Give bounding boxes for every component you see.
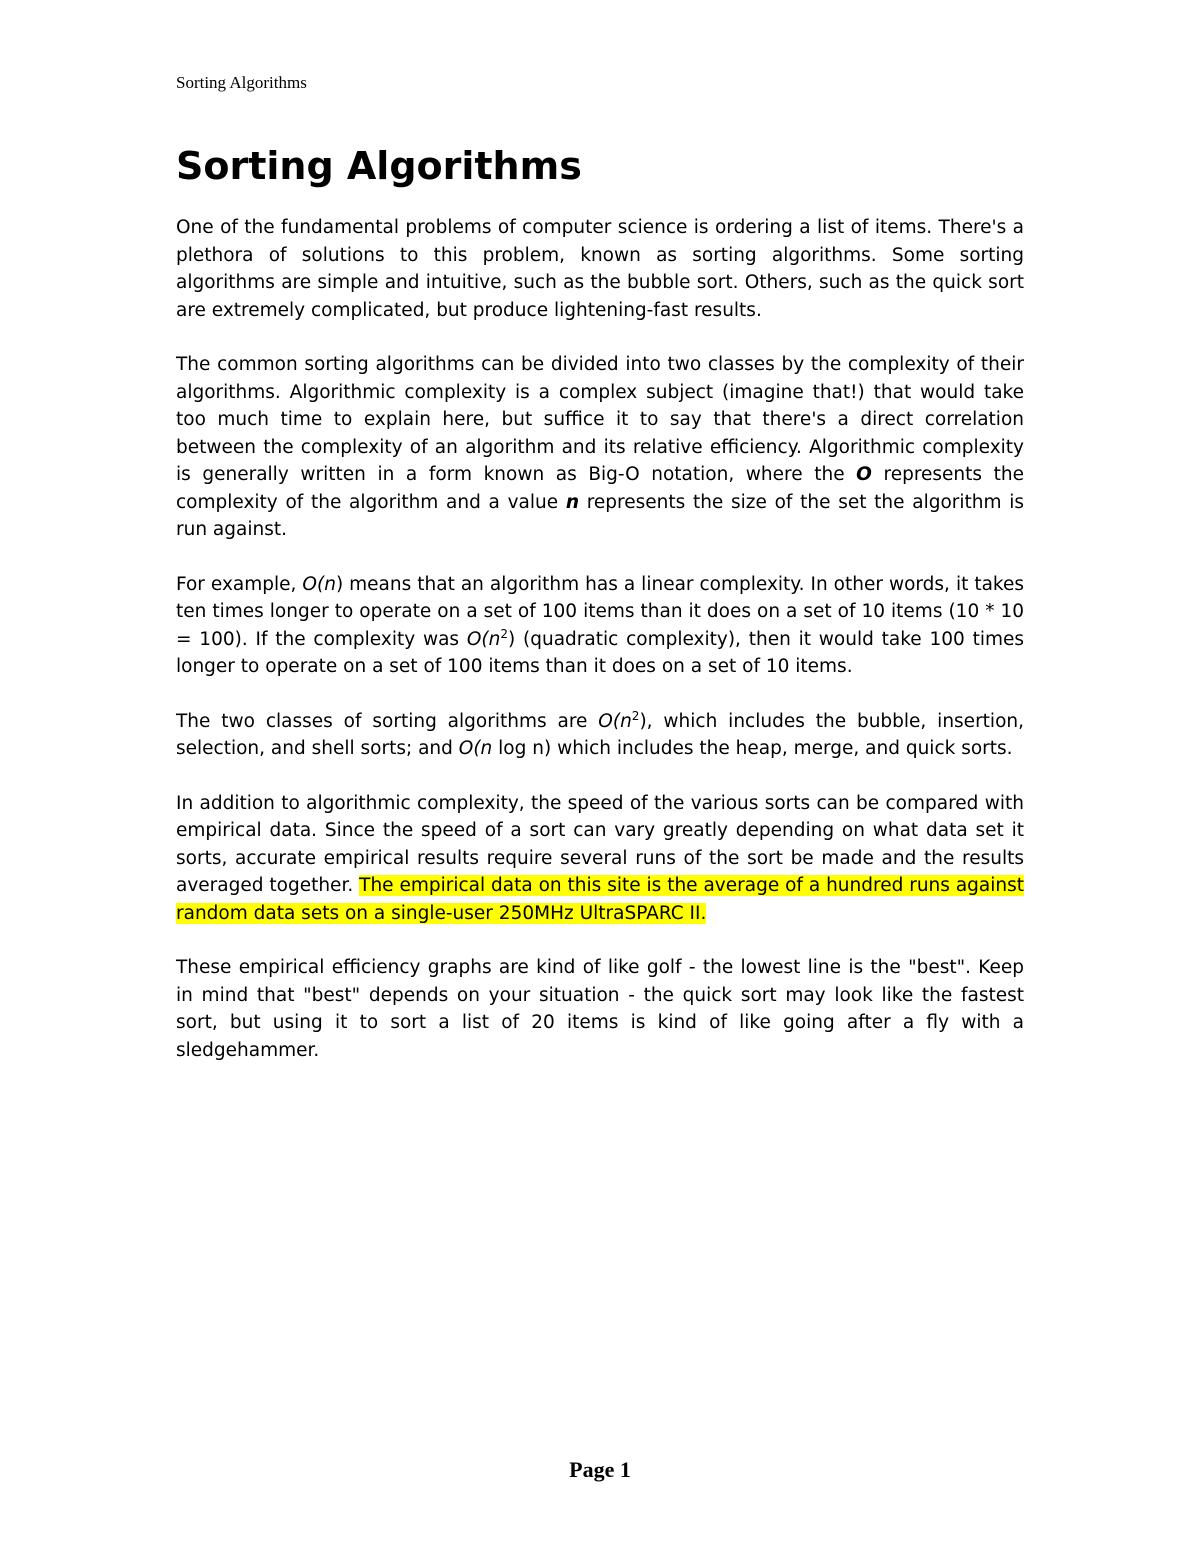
notation-close: ) [508,628,516,650]
paragraph-classes [176,708,1024,763]
text-run: log n) which includes the heap, merge, and quick sorts. [492,738,1013,759]
text-run: For example, [176,573,303,595]
n-symbol: n [565,491,579,513]
notation-n: n [324,573,336,595]
notation-close: ) [639,710,647,732]
notation-n: n [480,738,493,759]
document-title: Sorting Algorithms [176,144,582,188]
notation-exponent: 2 [500,626,509,641]
text-run: The common sorting algorithms can be divided into two classes by the complexity of their algorithms. Algorithmic complexity is a complex subject (imagine that!) that would take too much time to explain here, but suffice it to say that there's a direct correlation between the complexity of an algorithm and its relative efficiency. Algorithmic complexity is generally written in a form known as Big-O notation, where the [176,354,1024,485]
notation-n: n [620,710,632,732]
text-run: , which includes the bubble, insertion, selection, and shell sorts; and [176,710,1024,759]
text-run: The two classes of sorting algorithms are [176,710,599,732]
big-o-symbol: O [856,464,872,485]
notation-n: n [488,628,501,650]
paragraph-golf: These empirical efficiency graphs are kind of like golf - the lowest line is the "best". Keep in mind that "best" depends on your situation - the quick sort may look like the fastest sort, but using it to sort a list of 20 items is kind of like going after a fly with a sledgehammer. [176,957,1024,1061]
notation-o: O( [598,710,621,732]
notation-exponent: 2 [631,708,640,723]
paragraph-example [176,571,1024,681]
text-run: represents the size of the set the algorithm is run against. [176,491,1024,540]
notation-close: ) [335,573,344,595]
paragraph-empirical [176,790,1024,928]
text-run: means that an algorithm has a linear complexity. In other words, it takes ten times longer to operate on a set of 100 items than it does on a set of 10 items (10 * 10 = 100). If the complexity was [176,573,1024,650]
paragraph-complexity [176,351,1024,544]
notation-o: O( [302,573,325,595]
notation-o: O( [458,738,481,759]
notation-o: O( [466,628,489,650]
running-header: Sorting Algorithms [176,73,307,92]
highlighted-text: The empirical data on this site is the average of a hundred runs against random data sets on a single-user 250MHz UltraSPARC II. [176,875,1024,924]
paragraph-intro: One of the fundamental problems of computer science is ordering a list of items. There's a plethora of solutions to this problem, known as sorting algorithms. Some sorting algorithms are simple and intuitive, such as the bubble sort. Others, such as the quick sort are extremely complicated, but produce lightening-fast results. [176,217,1024,321]
page-number: Page 1 [569,1457,631,1482]
text-run: In addition to algorithmic complexity, the speed of the various sorts can be compared with empirical data. Since the speed of a sort can vary greatly depending on what data set it sorts, accurate empirical results require several runs of the sort be made and the results averaged together. [176,792,1024,896]
document-body [176,140,1024,1091]
text-run: (quadratic complexity), then it would take 100 times longer to operate on a set of 100 items than it does on a set of 10 items. [176,628,1025,677]
text-run: represents the complexity of the algorithm and a value [176,464,1024,513]
